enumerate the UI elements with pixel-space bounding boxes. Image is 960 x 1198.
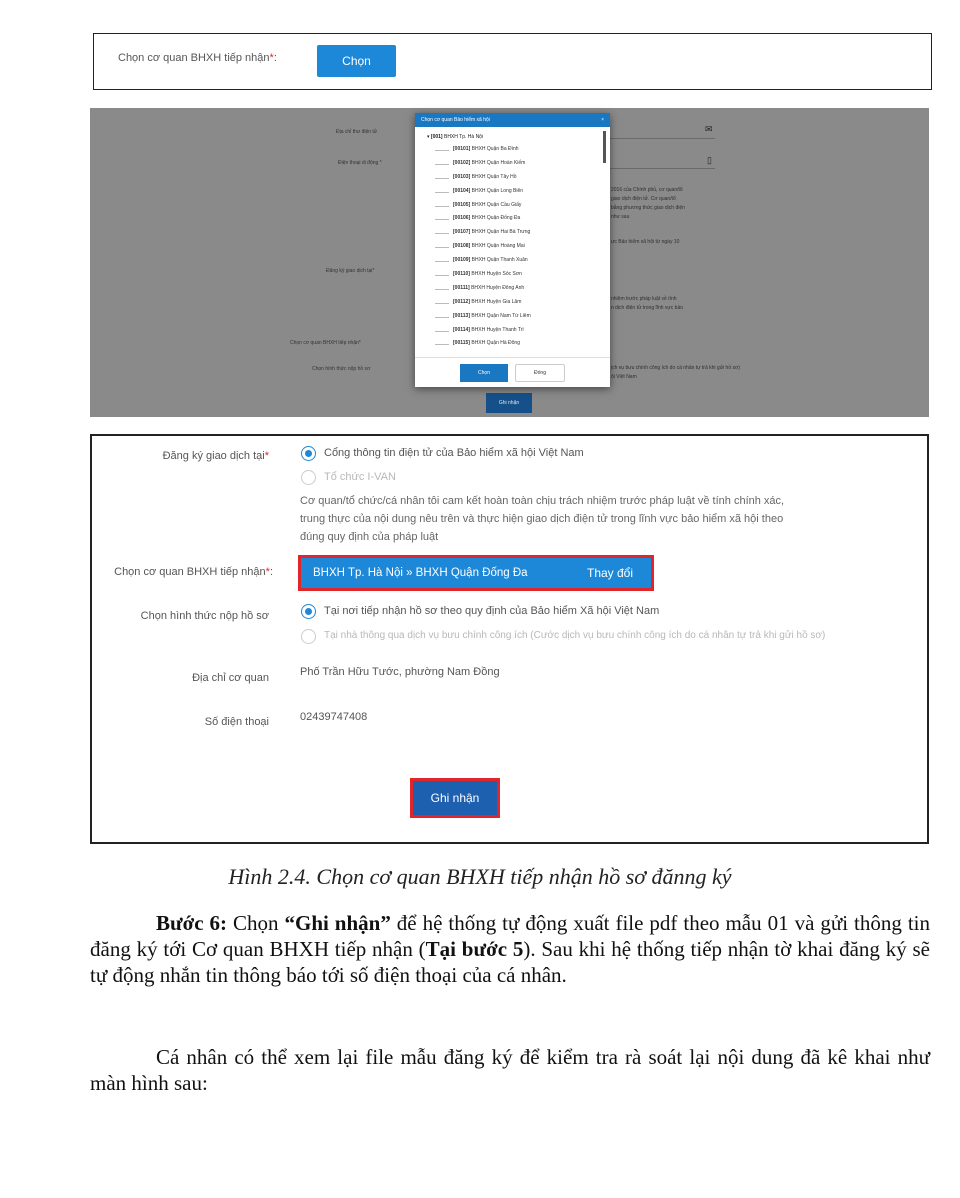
- bg-label-phone: Điện thoại di động *: [338, 160, 382, 166]
- tree-item[interactable]: [00102] BHXH Quận Hoàn Kiếm: [423, 157, 601, 171]
- option-portal-label: Cổng thông tin điện tử của Bảo hiểm xã hội Việt Nam: [324, 447, 584, 459]
- registration-form-panel: [90, 434, 929, 844]
- bg-text-block-1: 2016 của Chính phủ, cơ quan/tổ giao dịch điện tử. Cơ quan/tổ bằng phương thức giao dịch điện như sau: [611, 187, 685, 220]
- bg-text-block-4: ịch vụ bưu chính công ích do cá nhân tự trả khi gửi hồ sơ) ội Việt Nam: [611, 365, 740, 380]
- save-button[interactable]: Ghi nhận: [410, 778, 500, 818]
- option-ivan-label: Tổ chức I-VAN: [324, 471, 396, 483]
- option-postal-label: Tại nhà thông qua dịch vụ bưu chính công ích (Cước dịch vụ bưu chính công ích do cá nhân tự trả khi gửi hồ sơ): [324, 630, 826, 641]
- close-icon[interactable]: ×: [601, 117, 604, 123]
- modal-footer: [415, 357, 610, 387]
- tree-item[interactable]: [00113] BHXH Quận Nam Từ Liêm: [423, 310, 601, 324]
- tree-item[interactable]: [00101] BHXH Quận Ba Đình: [423, 143, 601, 157]
- agency-select-label: Chọn cơ quan BHXH tiếp nhận*:: [118, 52, 277, 64]
- step6-paragraph: Bước 6: Chọn “Ghi nhận” để hệ thống tự động xuất file pdf theo mẫu 01 và gửi thông tin đăng ký tới Cơ quan BHXH tiếp nhận (Tại bước 5). Sau khi hệ thống tiếp nhận tờ khai đăng ký sẽ tự động nhắn tin thông báo tới số điện thoại của cá nhân.: [90, 911, 931, 987]
- figure-caption: Hình 2.4. Chọn cơ quan BHXH tiếp nhận hồ sơ đănng ký: [228, 864, 732, 889]
- radio-at-office[interactable]: [301, 604, 316, 619]
- tree-item[interactable]: [00106] BHXH Quận Đống Đa: [423, 212, 601, 226]
- modal-scrollbar[interactable]: [603, 131, 606, 163]
- tree-item[interactable]: [00112] BHXH Huyện Gia Lâm: [423, 296, 601, 310]
- modal-choose-button[interactable]: Chọn: [460, 364, 508, 382]
- tree-item[interactable]: [00115] BHXH Quận Hà Đông: [423, 337, 601, 351]
- tree-item[interactable]: [00110] BHXH Huyện Sóc Sơn: [423, 268, 601, 282]
- bg-label-email: Địa chỉ thư điện tử: [336, 129, 378, 135]
- tree-item[interactable]: [00107] BHXH Quận Hai Bà Trưng: [423, 226, 601, 240]
- change-agency-button[interactable]: Thay đổi: [587, 566, 634, 580]
- bg-email-field: [605, 138, 715, 139]
- agency-label: Chọn cơ quan BHXH tiếp nhận*:: [114, 566, 273, 578]
- mobile-phone-icon: ▯: [707, 155, 712, 165]
- modal-title: Chọn cơ quan Bảo hiểm xã hội: [421, 117, 490, 123]
- tree-item[interactable]: [00111] BHXH Huyện Đông Anh: [423, 282, 601, 296]
- tree-item[interactable]: [00104] BHXH Quận Long Biên: [423, 185, 601, 199]
- modal-header: [415, 113, 610, 127]
- tree-item[interactable]: [00108] BHXH Quận Hoàng Mai: [423, 240, 601, 254]
- radio-portal[interactable]: [301, 446, 316, 461]
- bg-label-agency: Chọn cơ quan BHXH tiếp nhận*: [290, 340, 361, 346]
- selected-agency-box[interactable]: [298, 555, 654, 591]
- choose-agency-button[interactable]: Chọn: [317, 45, 396, 77]
- bg-save-button: Ghi nhận: [486, 393, 532, 413]
- tree-item[interactable]: [00109] BHXH Quận Thanh Xuân: [423, 254, 601, 268]
- bg-label-method: Chọn hình thức nộp hồ sơ: [312, 366, 371, 372]
- radio-ivan[interactable]: [301, 470, 316, 485]
- address-label: Địa chỉ cơ quan: [192, 672, 269, 684]
- tree-item[interactable]: [00103] BHXH Quận Tây Hồ: [423, 171, 601, 185]
- tree-item[interactable]: [00114] BHXH Huyện Thanh Trì: [423, 324, 601, 338]
- option-at-office-label: Tại nơi tiếp nhận hồ sơ theo quy định của Bảo hiểm Xã hội Việt Nam: [324, 605, 660, 617]
- submit-method-label: Chọn hình thức nộp hồ sơ: [140, 610, 269, 622]
- modal-close-button[interactable]: Đóng: [515, 364, 565, 382]
- address-value: Phố Trần Hữu Tước, phường Nam Đồng: [300, 666, 500, 678]
- radio-postal[interactable]: [301, 629, 316, 644]
- tree-root-item[interactable]: ▾ [001] BHXH Tp. Hà Nội: [427, 134, 484, 140]
- bg-phone-field: [605, 168, 715, 169]
- agency-select-modal: [415, 113, 610, 387]
- caret-down-icon: ▾: [427, 134, 430, 140]
- bg-label-register: Đăng ký giao dịch tại*: [326, 268, 375, 274]
- review-paragraph: Cá nhân có thể xem lại file mẫu đăng ký để kiểm tra rà soát lại nội dung đã kê khai như màn hình sau:: [90, 1045, 930, 1095]
- envelope-icon: ✉: [705, 124, 713, 134]
- phone-label: Số điện thoại: [204, 716, 269, 728]
- phone-value: 02439747408: [300, 711, 368, 723]
- bg-text-block-2: ực Bảo hiểm xã hội từ ngày 10: [611, 239, 680, 245]
- agency-select-panel: [93, 33, 932, 90]
- selected-agency-value: BHXH Tp. Hà Nội » BHXH Quận Đống Đa: [313, 567, 528, 579]
- tree-item[interactable]: [00105] BHXH Quận Cầu Giấy: [423, 199, 601, 213]
- bg-text-block-3: nhiệm trước pháp luật về tính n dịch điện tử trong lĩnh vực bảo: [611, 296, 684, 311]
- register-at-label: Đăng ký giao dịch tại*: [162, 450, 269, 462]
- commitment-text: Cơ quan/tổ chức/cá nhân tôi cam kết hoàn toàn chịu trách nhiệm trước pháp luật về tính chính xác, trung thực của nội dung nêu trên và thực hiện giao dịch điện tử trong lĩnh vực bảo hiểm xã hội theo đúng quy định của pháp luật: [300, 495, 785, 543]
- agency-tree: [423, 131, 601, 353]
